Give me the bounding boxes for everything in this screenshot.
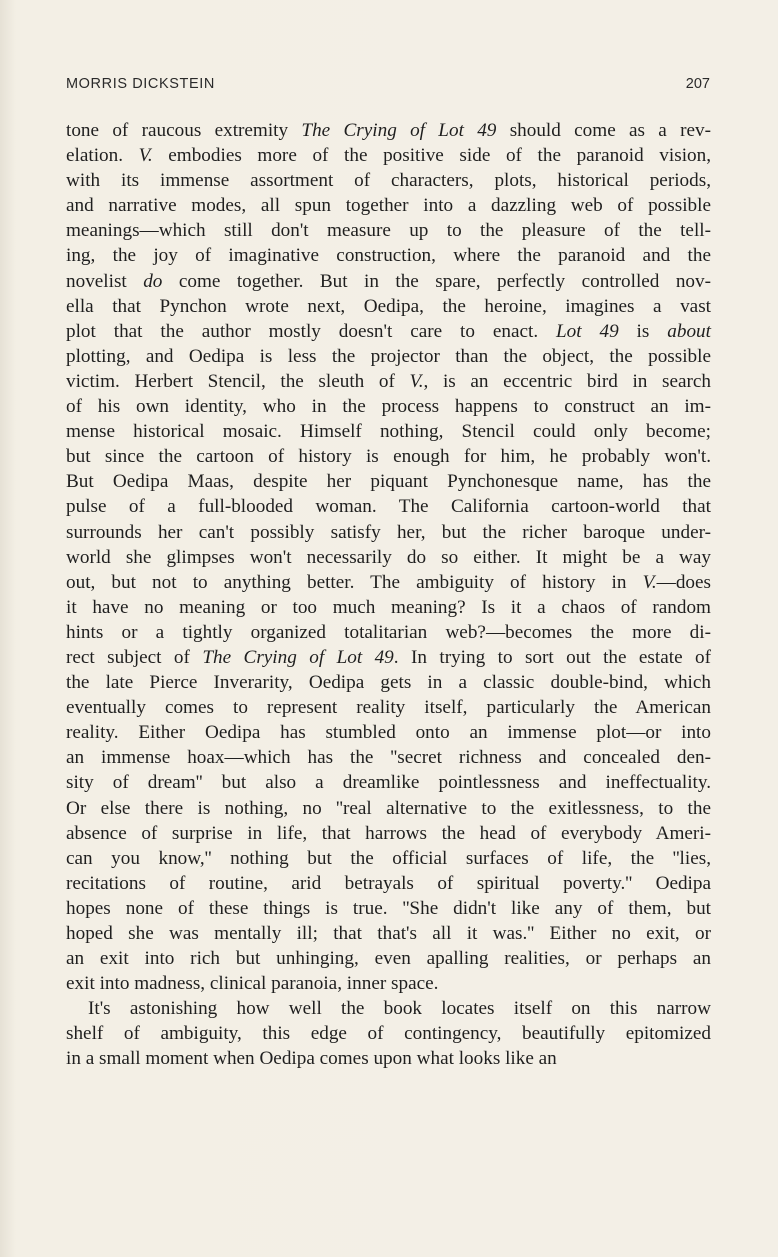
text-run: an immense hoax—which has the ''secret richness and concealed den- xyxy=(66,747,711,769)
text-run: an exit into rich but unhinging, even apalling realities, or perhaps an xyxy=(66,948,711,970)
italic-text: Lot 49 xyxy=(556,320,619,342)
text-run: surrounds her can't possibly satisfy her, but the richer baroque under- xyxy=(66,521,711,543)
text-line xyxy=(66,168,711,193)
text-run: Or else there is nothing, no ''real alternative to the exitlessness, to the xyxy=(66,797,711,819)
text-line xyxy=(66,520,711,545)
italic-text: V. xyxy=(409,370,424,392)
text-run: in a small moment when Oedipa comes upon what looks like an xyxy=(66,1048,557,1070)
running-header xyxy=(66,76,710,98)
text-run: ing, the joy of imaginative construction, where the paranoid and the xyxy=(66,245,711,267)
text-run: with its immense assortment of characters, plots, historical periods, xyxy=(66,170,711,192)
text-line xyxy=(66,796,711,821)
text-line xyxy=(66,545,711,570)
text-run: out, but not to anything better. The ambiguity of history in xyxy=(66,571,643,593)
text-line xyxy=(66,620,711,645)
text-line xyxy=(66,595,711,620)
text-line xyxy=(66,243,711,268)
text-run: . In trying to sort out the estate of xyxy=(393,646,711,668)
italic-text: do xyxy=(143,270,163,292)
text-run: should come as a rev- xyxy=(496,120,711,141)
text-line xyxy=(66,770,711,795)
text-run: novelist xyxy=(66,270,144,292)
text-line xyxy=(66,570,711,595)
text-run: —does xyxy=(656,571,711,593)
text-run: come together. But in the spare, perfectly controlled nov- xyxy=(162,270,711,292)
text-run: exit into madness, clinical paranoia, inner space. xyxy=(66,973,439,995)
text-line xyxy=(66,494,711,519)
text-line xyxy=(66,143,711,168)
text-line xyxy=(66,344,711,369)
text-run: It's astonishing how well the book locates itself on this narrow xyxy=(88,998,711,1020)
text-line xyxy=(66,319,711,344)
text-line xyxy=(66,996,711,1021)
italic-text: The Crying of Lot 49 xyxy=(202,646,394,668)
text-run: but since the cartoon of history is enough for him, he probably won't. xyxy=(66,446,711,468)
italic-text: V. xyxy=(138,145,153,167)
text-line xyxy=(66,745,711,770)
text-line xyxy=(66,921,711,946)
text-run: pulse of a full-blooded woman. The California cartoon-world that xyxy=(66,496,711,518)
text-line xyxy=(66,871,711,896)
text-line xyxy=(66,469,711,494)
text-line xyxy=(66,444,711,469)
text-line xyxy=(66,218,711,243)
text-run: But Oedipa Maas, despite her piquant Pynchonesque name, has the xyxy=(66,471,711,493)
text-run: of his own identity, who in the process happens to construct an im- xyxy=(66,396,711,418)
text-run: tone of raucous extremity xyxy=(66,120,302,141)
text-line xyxy=(66,1046,711,1071)
text-run: it have no meaning or too much meaning? Is it a chaos of random xyxy=(66,596,711,618)
text-run: hints or a tightly organized totalitarian web?—becomes the more di- xyxy=(66,621,711,643)
text-run: can you know,'' nothing but the official surfaces of life, the ''lies, xyxy=(66,847,711,869)
text-run: victim. Herbert Stencil, the sleuth of xyxy=(66,370,410,392)
text-line xyxy=(66,846,711,871)
text-run: meanings—which still don't measure up to the pleasure of the tell- xyxy=(66,220,711,242)
body-text xyxy=(66,118,711,1072)
text-run: mense historical mosaic. Himself nothing, Stencil could only become; xyxy=(66,421,711,443)
text-run: elation. xyxy=(66,145,139,167)
text-line xyxy=(66,896,711,921)
text-line xyxy=(66,645,711,670)
text-line xyxy=(66,695,711,720)
text-line xyxy=(66,419,711,444)
text-run: hoped she was mentally ill; that that's all it was.'' Either no exit, or xyxy=(66,923,711,944)
text-run: world she glimpses won't necessarily do so either. It might be a way xyxy=(66,546,711,568)
text-line xyxy=(66,971,711,996)
text-line xyxy=(66,1021,711,1046)
page-number: 207 xyxy=(685,76,710,92)
text-line xyxy=(66,118,711,143)
text-run: eventually comes to represent reality itself, particularly the American xyxy=(66,697,711,719)
text-run: , is an eccentric bird in search xyxy=(423,370,712,392)
text-run: rect subject of xyxy=(66,646,203,668)
text-line xyxy=(66,193,711,218)
text-line xyxy=(66,369,711,394)
italic-text: about xyxy=(667,320,711,342)
text-run: the late Pierce Inverarity, Oedipa gets in a classic double-bind, which xyxy=(66,672,711,694)
text-run: ella that Pynchon wrote next, Oedipa, the heroine, imagines a vast xyxy=(66,295,711,317)
text-line xyxy=(66,946,711,971)
text-run: and narrative modes, all spun together into a dazzling web of possible xyxy=(66,195,711,217)
text-line xyxy=(66,294,711,319)
text-run: sity of dream'' but also a dreamlike pointlessness and ineffectuality. xyxy=(66,772,711,794)
text-line xyxy=(66,720,711,745)
running-head-author: MORRIS DICKSTEIN xyxy=(66,76,215,92)
text-run: is xyxy=(618,320,668,342)
text-line xyxy=(66,394,711,419)
italic-text: V. xyxy=(642,571,657,593)
text-run: absence of surprise in life, that harrows the head of everybody Ameri- xyxy=(66,822,711,844)
text-run: plot that the author mostly doesn't care to enact. xyxy=(66,320,556,342)
italic-text: The Crying of Lot 49 xyxy=(301,120,497,141)
text-run: reality. Either Oedipa has stumbled onto an immense plot—or into xyxy=(66,722,711,744)
text-line xyxy=(66,269,711,294)
text-run: shelf of ambiguity, this edge of contingency, beautifully epitomized xyxy=(66,1023,711,1045)
text-run: plotting, and Oedipa is less the projector than the object, the possible xyxy=(66,345,711,367)
text-run: hopes none of these things is true. ''She didn't like any of them, but xyxy=(66,897,711,919)
text-line xyxy=(66,670,711,695)
text-line xyxy=(66,821,711,846)
text-run: recitations of routine, arid betrayals of spiritual poverty.'' Oedipa xyxy=(66,872,711,894)
text-run: embodies more of the positive side of the paranoid vision, xyxy=(152,145,712,167)
